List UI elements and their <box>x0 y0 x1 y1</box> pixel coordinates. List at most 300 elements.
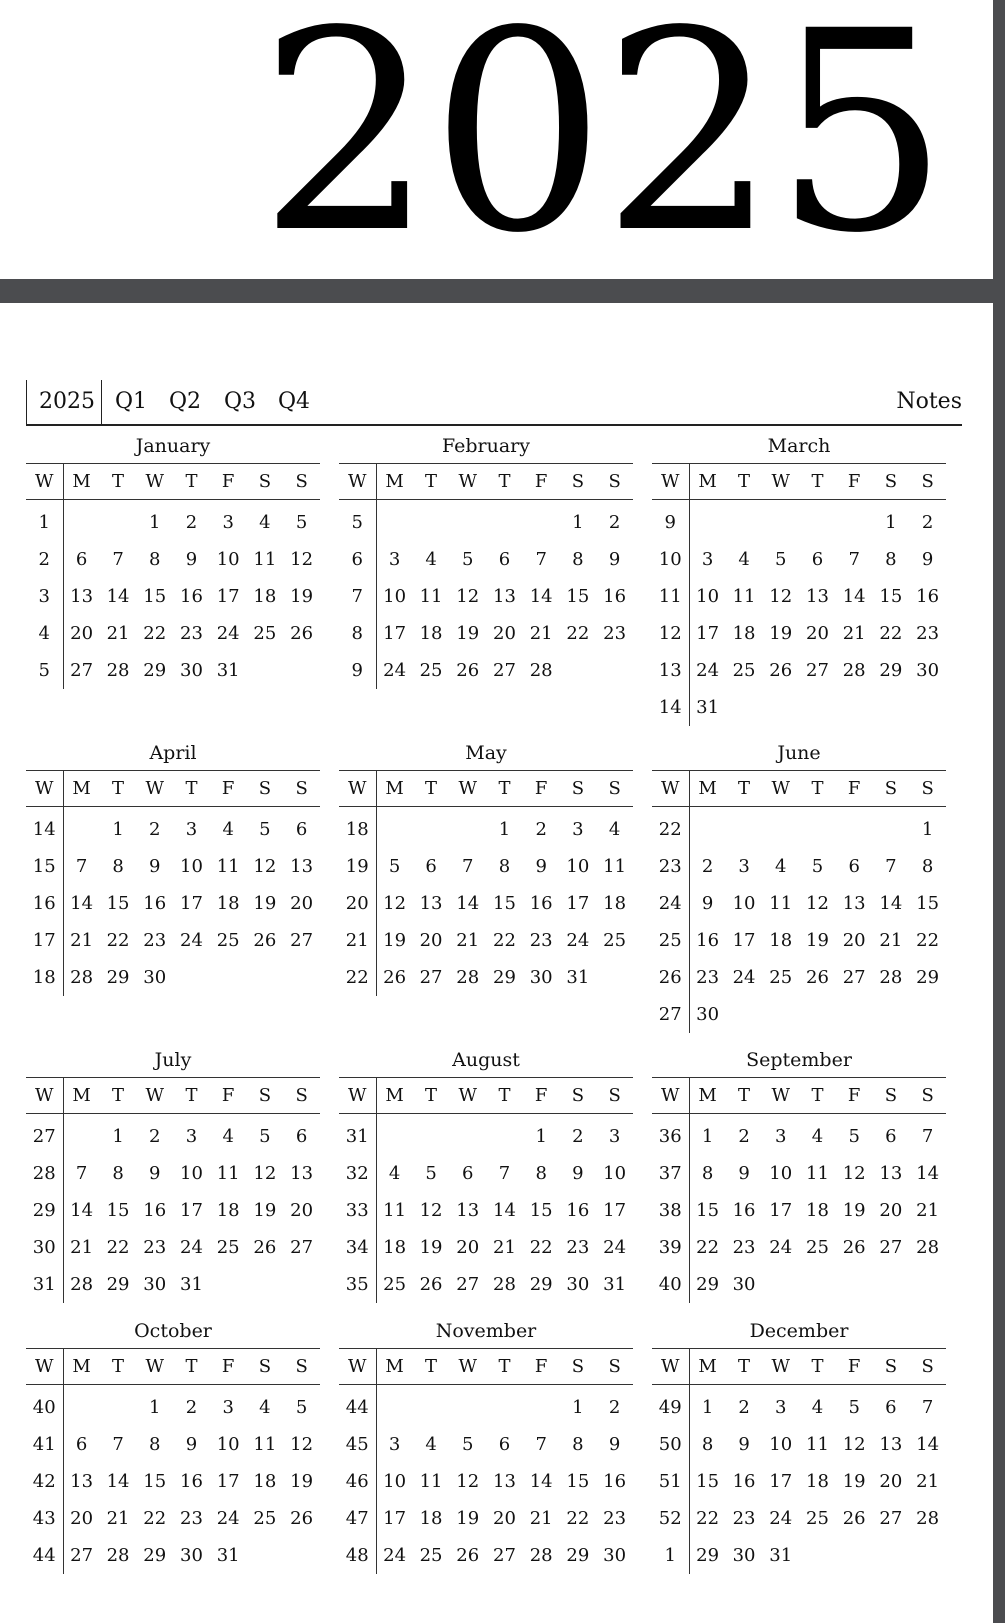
day-cell[interactable]: 15 <box>879 586 903 607</box>
week-number[interactable]: 16 <box>26 885 63 922</box>
week-number[interactable]: 49 <box>652 1385 689 1427</box>
day-cell[interactable]: 1 <box>572 512 584 533</box>
day-cell[interactable]: 28 <box>70 967 94 988</box>
day-cell[interactable]: 30 <box>566 1274 590 1295</box>
week-number[interactable]: 7 <box>339 578 376 615</box>
day-cell[interactable]: 6 <box>885 1126 897 1147</box>
day-cell[interactable]: 25 <box>253 1508 277 1529</box>
day-cell[interactable]: 19 <box>419 1237 443 1258</box>
day-cell[interactable]: 25 <box>806 1237 829 1258</box>
day-cell[interactable]: 28 <box>842 660 866 681</box>
day-cell[interactable]: 3 <box>222 1397 234 1418</box>
day-cell[interactable]: 26 <box>290 1508 314 1529</box>
day-cell[interactable]: 24 <box>216 1508 240 1529</box>
day-cell[interactable]: 12 <box>769 586 793 607</box>
month-title[interactable]: November <box>435 1320 537 1342</box>
day-cell[interactable]: 17 <box>383 1508 407 1529</box>
day-cell[interactable]: 27 <box>879 1508 903 1529</box>
day-cell[interactable]: 3 <box>775 1126 787 1147</box>
day-cell[interactable]: 14 <box>70 1200 94 1221</box>
day-cell[interactable]: 16 <box>696 930 720 951</box>
week-number[interactable]: 18 <box>26 959 63 996</box>
month-title[interactable]: January <box>135 435 211 457</box>
week-number[interactable]: 29 <box>26 1192 63 1229</box>
day-cell[interactable]: 20 <box>70 623 94 644</box>
day-cell[interactable]: 8 <box>112 856 124 877</box>
day-cell[interactable]: 12 <box>842 1434 866 1455</box>
day-cell[interactable]: 6 <box>498 549 511 570</box>
day-cell[interactable]: 4 <box>222 819 234 840</box>
day-cell[interactable]: 24 <box>383 660 407 681</box>
day-cell[interactable]: 14 <box>106 1471 130 1492</box>
day-cell[interactable]: 5 <box>295 512 308 533</box>
day-cell[interactable]: 22 <box>879 623 903 644</box>
day-cell[interactable]: 4 <box>811 1397 824 1418</box>
day-cell[interactable]: 1 <box>701 1397 714 1418</box>
day-cell[interactable]: 2 <box>185 1397 198 1418</box>
week-number[interactable]: 52 <box>652 1500 689 1537</box>
day-cell[interactable]: 8 <box>572 549 584 570</box>
day-cell[interactable]: 29 <box>696 1274 720 1295</box>
day-cell[interactable]: 14 <box>879 893 903 914</box>
day-cell[interactable]: 23 <box>603 623 627 644</box>
day-cell[interactable]: 26 <box>419 1274 443 1295</box>
day-cell[interactable]: 18 <box>253 586 277 607</box>
nav-q4-link[interactable]: Q4 <box>278 389 311 414</box>
day-cell[interactable]: 15 <box>696 1200 720 1221</box>
day-cell[interactable]: 22 <box>916 930 940 951</box>
day-cell[interactable]: 11 <box>806 1434 829 1455</box>
day-cell[interactable]: 9 <box>572 1163 584 1184</box>
week-number[interactable]: 44 <box>339 1385 376 1427</box>
day-cell[interactable]: 25 <box>216 1237 240 1258</box>
day-cell[interactable]: 27 <box>70 1545 94 1566</box>
day-cell[interactable]: 12 <box>842 1163 866 1184</box>
day-cell[interactable]: 7 <box>535 1434 547 1455</box>
day-cell[interactable]: 7 <box>112 549 124 570</box>
day-cell[interactable]: 21 <box>842 623 866 644</box>
day-cell[interactable]: 16 <box>603 1471 627 1492</box>
day-cell[interactable]: 12 <box>419 1200 443 1221</box>
day-cell[interactable]: 2 <box>572 1126 584 1147</box>
day-cell[interactable]: 23 <box>143 930 167 951</box>
month-title[interactable]: August <box>452 1049 520 1071</box>
week-number[interactable]: 40 <box>652 1266 689 1303</box>
day-cell[interactable]: 11 <box>806 1163 829 1184</box>
day-cell[interactable]: 12 <box>456 1471 480 1492</box>
day-cell[interactable]: 29 <box>916 967 940 988</box>
day-cell[interactable]: 6 <box>75 1434 88 1455</box>
day-cell[interactable]: 27 <box>290 1237 314 1258</box>
day-cell[interactable]: 30 <box>143 967 167 988</box>
day-cell[interactable]: 10 <box>180 856 203 877</box>
week-number[interactable]: 30 <box>26 1229 63 1266</box>
day-cell[interactable]: 28 <box>493 1274 516 1295</box>
day-cell[interactable]: 26 <box>456 660 480 681</box>
month-title[interactable]: April <box>149 742 197 764</box>
day-cell[interactable]: 8 <box>535 1163 547 1184</box>
day-cell[interactable]: 17 <box>216 1471 240 1492</box>
week-number[interactable]: 50 <box>652 1426 689 1463</box>
day-cell[interactable]: 29 <box>143 660 167 681</box>
day-cell[interactable]: 10 <box>383 586 407 607</box>
day-cell[interactable]: 21 <box>106 623 130 644</box>
day-cell[interactable]: 19 <box>253 1200 277 1221</box>
day-cell[interactable]: 8 <box>149 1434 161 1455</box>
day-cell[interactable]: 16 <box>916 586 940 607</box>
day-cell[interactable]: 10 <box>566 856 590 877</box>
day-cell[interactable]: 16 <box>566 1200 590 1221</box>
day-cell[interactable]: 10 <box>696 586 720 607</box>
day-cell[interactable]: 25 <box>216 930 240 951</box>
day-cell[interactable]: 17 <box>180 1200 203 1221</box>
day-cell[interactable]: 26 <box>769 660 793 681</box>
week-number[interactable]: 27 <box>26 1114 63 1156</box>
day-cell[interactable]: 23 <box>696 967 720 988</box>
day-cell[interactable]: 23 <box>916 623 940 644</box>
day-cell[interactable]: 7 <box>75 856 88 877</box>
day-cell[interactable]: 1 <box>112 1126 124 1147</box>
day-cell[interactable]: 15 <box>106 893 130 914</box>
day-cell[interactable]: 20 <box>290 1200 314 1221</box>
day-cell[interactable]: 3 <box>738 856 750 877</box>
day-cell[interactable]: 13 <box>493 1471 516 1492</box>
week-number[interactable]: 31 <box>339 1114 376 1156</box>
day-cell[interactable]: 20 <box>456 1237 480 1258</box>
day-cell[interactable]: 8 <box>885 549 897 570</box>
day-cell[interactable]: 2 <box>921 512 934 533</box>
day-cell[interactable]: 21 <box>529 1508 553 1529</box>
day-cell[interactable]: 28 <box>916 1237 940 1258</box>
day-cell[interactable]: 1 <box>885 512 897 533</box>
day-cell[interactable]: 9 <box>921 549 934 570</box>
day-cell[interactable]: 18 <box>419 1508 443 1529</box>
day-cell[interactable]: 28 <box>879 967 903 988</box>
day-cell[interactable]: 7 <box>462 856 474 877</box>
day-cell[interactable]: 31 <box>216 660 240 681</box>
month-title[interactable]: March <box>767 435 831 457</box>
day-cell[interactable]: 24 <box>769 1508 793 1529</box>
day-cell[interactable]: 14 <box>842 586 866 607</box>
day-cell[interactable]: 10 <box>769 1163 793 1184</box>
day-cell[interactable]: 29 <box>143 1545 167 1566</box>
day-cell[interactable]: 12 <box>456 586 480 607</box>
day-cell[interactable]: 4 <box>425 549 437 570</box>
day-cell[interactable]: 22 <box>696 1237 720 1258</box>
day-cell[interactable]: 2 <box>149 819 161 840</box>
day-cell[interactable]: 23 <box>732 1237 756 1258</box>
day-cell[interactable]: 11 <box>253 1434 277 1455</box>
day-cell[interactable]: 15 <box>566 586 590 607</box>
day-cell[interactable]: 2 <box>608 1397 621 1418</box>
week-number[interactable]: 33 <box>339 1192 376 1229</box>
day-cell[interactable]: 22 <box>566 1508 590 1529</box>
day-cell[interactable]: 1 <box>701 1126 714 1147</box>
day-cell[interactable]: 7 <box>921 1126 934 1147</box>
day-cell[interactable]: 28 <box>106 1545 130 1566</box>
day-cell[interactable]: 31 <box>696 697 720 718</box>
day-cell[interactable]: 8 <box>701 1163 714 1184</box>
day-cell[interactable]: 21 <box>879 930 903 951</box>
day-cell[interactable]: 31 <box>769 1545 793 1566</box>
day-cell[interactable]: 28 <box>70 1274 94 1295</box>
day-cell[interactable]: 11 <box>383 1200 407 1221</box>
day-cell[interactable]: 16 <box>732 1471 756 1492</box>
day-cell[interactable]: 19 <box>842 1471 866 1492</box>
day-cell[interactable]: 17 <box>769 1200 793 1221</box>
week-number[interactable]: 13 <box>652 652 689 689</box>
day-cell[interactable]: 29 <box>566 1545 590 1566</box>
day-cell[interactable]: 3 <box>388 1434 401 1455</box>
day-cell[interactable]: 3 <box>572 819 584 840</box>
day-cell[interactable]: 27 <box>290 930 314 951</box>
day-cell[interactable]: 8 <box>149 549 161 570</box>
day-cell[interactable]: 21 <box>916 1471 940 1492</box>
day-cell[interactable]: 6 <box>498 1434 511 1455</box>
day-cell[interactable]: 8 <box>498 856 511 877</box>
week-number[interactable]: 27 <box>652 996 689 1033</box>
day-cell[interactable]: 19 <box>842 1200 866 1221</box>
day-cell[interactable]: 24 <box>383 1545 407 1566</box>
day-cell[interactable]: 1 <box>921 819 934 840</box>
day-cell[interactable]: 5 <box>811 856 824 877</box>
day-cell[interactable]: 4 <box>222 1126 234 1147</box>
day-cell[interactable]: 20 <box>493 1508 516 1529</box>
day-cell[interactable]: 24 <box>732 967 756 988</box>
day-cell[interactable]: 25 <box>419 1545 443 1566</box>
nav-notes-link[interactable]: Notes <box>896 389 962 414</box>
day-cell[interactable]: 5 <box>848 1397 860 1418</box>
day-cell[interactable]: 15 <box>529 1200 553 1221</box>
week-number[interactable]: 32 <box>339 1155 376 1192</box>
day-cell[interactable]: 15 <box>106 1200 130 1221</box>
day-cell[interactable]: 13 <box>70 1471 94 1492</box>
day-cell[interactable]: 4 <box>259 512 271 533</box>
day-cell[interactable]: 9 <box>738 1434 750 1455</box>
week-number[interactable]: 11 <box>652 578 689 615</box>
day-cell[interactable]: 19 <box>769 623 793 644</box>
day-cell[interactable]: 23 <box>566 1237 590 1258</box>
week-number[interactable]: 35 <box>339 1266 376 1303</box>
day-cell[interactable]: 29 <box>696 1545 720 1566</box>
week-number[interactable]: 37 <box>652 1155 689 1192</box>
day-cell[interactable]: 11 <box>732 586 756 607</box>
day-cell[interactable]: 4 <box>608 819 621 840</box>
nav-year-link[interactable]: 2025 <box>39 389 95 414</box>
week-number[interactable]: 14 <box>26 807 63 849</box>
day-cell[interactable]: 22 <box>143 623 167 644</box>
day-cell[interactable]: 21 <box>106 1508 130 1529</box>
week-number[interactable]: 6 <box>339 541 376 578</box>
day-cell[interactable]: 18 <box>806 1200 829 1221</box>
day-cell[interactable]: 13 <box>879 1434 903 1455</box>
day-cell[interactable]: 14 <box>456 893 480 914</box>
nav-q1-link[interactable]: Q1 <box>115 389 148 414</box>
day-cell[interactable]: 4 <box>425 1434 437 1455</box>
day-cell[interactable]: 21 <box>916 1200 940 1221</box>
day-cell[interactable]: 20 <box>419 930 443 951</box>
day-cell[interactable]: 21 <box>529 623 553 644</box>
day-cell[interactable]: 20 <box>842 930 866 951</box>
day-cell[interactable]: 28 <box>529 1545 553 1566</box>
day-cell[interactable]: 10 <box>180 1163 203 1184</box>
day-cell[interactable]: 13 <box>456 1200 480 1221</box>
week-number[interactable]: 21 <box>339 922 376 959</box>
day-cell[interactable]: 26 <box>456 1545 480 1566</box>
week-number[interactable]: 51 <box>652 1463 689 1500</box>
week-number[interactable]: 17 <box>26 922 63 959</box>
day-cell[interactable]: 15 <box>493 893 516 914</box>
day-cell[interactable]: 7 <box>848 549 860 570</box>
day-cell[interactable]: 13 <box>879 1163 903 1184</box>
week-number[interactable]: 23 <box>652 848 689 885</box>
day-cell[interactable]: 11 <box>769 893 793 914</box>
day-cell[interactable]: 7 <box>112 1434 124 1455</box>
day-cell[interactable]: 19 <box>456 1508 480 1529</box>
day-cell[interactable]: 6 <box>295 819 308 840</box>
day-cell[interactable]: 18 <box>419 623 443 644</box>
day-cell[interactable]: 5 <box>388 856 401 877</box>
day-cell[interactable]: 22 <box>566 623 590 644</box>
day-cell[interactable]: 1 <box>572 1397 584 1418</box>
day-cell[interactable]: 22 <box>143 1508 167 1529</box>
day-cell[interactable]: 29 <box>879 660 903 681</box>
nav-q2-link[interactable]: Q2 <box>169 389 202 414</box>
day-cell[interactable]: 18 <box>216 1200 240 1221</box>
day-cell[interactable]: 4 <box>811 1126 824 1147</box>
day-cell[interactable]: 25 <box>769 967 793 988</box>
day-cell[interactable]: 5 <box>775 549 787 570</box>
day-cell[interactable]: 16 <box>732 1200 756 1221</box>
week-number[interactable]: 34 <box>339 1229 376 1266</box>
week-number[interactable]: 10 <box>652 541 689 578</box>
day-cell[interactable]: 19 <box>253 893 277 914</box>
day-cell[interactable]: 22 <box>106 1237 130 1258</box>
day-cell[interactable]: 4 <box>259 1397 271 1418</box>
day-cell[interactable]: 22 <box>106 930 130 951</box>
day-cell[interactable]: 1 <box>149 1397 161 1418</box>
day-cell[interactable]: 16 <box>180 586 203 607</box>
day-cell[interactable]: 3 <box>185 819 198 840</box>
day-cell[interactable]: 4 <box>775 856 787 877</box>
day-cell[interactable]: 5 <box>462 549 474 570</box>
day-cell[interactable]: 10 <box>216 1434 240 1455</box>
day-cell[interactable]: 5 <box>295 1397 308 1418</box>
day-cell[interactable]: 9 <box>185 549 198 570</box>
day-cell[interactable]: 14 <box>106 586 130 607</box>
week-number[interactable]: 2 <box>26 541 63 578</box>
day-cell[interactable]: 13 <box>419 893 443 914</box>
day-cell[interactable]: 16 <box>180 1471 203 1492</box>
day-cell[interactable]: 7 <box>885 856 897 877</box>
day-cell[interactable]: 19 <box>383 930 407 951</box>
day-cell[interactable]: 16 <box>143 893 167 914</box>
day-cell[interactable]: 4 <box>388 1163 401 1184</box>
day-cell[interactable]: 3 <box>608 1126 621 1147</box>
day-cell[interactable]: 11 <box>419 586 443 607</box>
month-title[interactable]: July <box>154 1049 192 1071</box>
day-cell[interactable]: 1 <box>535 1126 547 1147</box>
day-cell[interactable]: 8 <box>112 1163 124 1184</box>
day-cell[interactable]: 20 <box>806 623 829 644</box>
week-number[interactable]: 5 <box>26 652 63 689</box>
day-cell[interactable]: 26 <box>253 1237 277 1258</box>
day-cell[interactable]: 7 <box>75 1163 88 1184</box>
day-cell[interactable]: 7 <box>535 549 547 570</box>
day-cell[interactable]: 5 <box>462 1434 474 1455</box>
day-cell[interactable]: 1 <box>112 819 124 840</box>
week-number[interactable]: 1 <box>26 500 63 542</box>
day-cell[interactable]: 23 <box>143 1237 167 1258</box>
week-number[interactable]: 20 <box>339 885 376 922</box>
week-number[interactable]: 26 <box>652 959 689 996</box>
month-title[interactable]: December <box>749 1320 849 1342</box>
week-number[interactable]: 31 <box>26 1266 63 1303</box>
day-cell[interactable]: 16 <box>529 893 553 914</box>
day-cell[interactable]: 10 <box>603 1163 627 1184</box>
month-title[interactable]: September <box>746 1049 852 1071</box>
day-cell[interactable]: 30 <box>732 1545 756 1566</box>
week-number[interactable]: 41 <box>26 1426 63 1463</box>
week-number[interactable]: 9 <box>339 652 376 689</box>
day-cell[interactable]: 3 <box>185 1126 198 1147</box>
day-cell[interactable]: 5 <box>259 1126 271 1147</box>
day-cell[interactable]: 2 <box>185 512 198 533</box>
day-cell[interactable]: 8 <box>572 1434 584 1455</box>
day-cell[interactable]: 24 <box>603 1237 627 1258</box>
day-cell[interactable]: 12 <box>253 1163 277 1184</box>
day-cell[interactable]: 15 <box>143 586 167 607</box>
day-cell[interactable]: 9 <box>608 1434 621 1455</box>
week-number[interactable]: 47 <box>339 1500 376 1537</box>
day-cell[interactable]: 20 <box>493 623 516 644</box>
week-number[interactable]: 25 <box>652 922 689 959</box>
day-cell[interactable]: 13 <box>806 586 829 607</box>
week-number[interactable]: 22 <box>339 959 376 996</box>
day-cell[interactable]: 14 <box>493 1200 516 1221</box>
week-number[interactable]: 5 <box>339 500 376 542</box>
day-cell[interactable]: 27 <box>70 660 94 681</box>
day-cell[interactable]: 25 <box>603 930 627 951</box>
month-title[interactable]: June <box>777 742 821 764</box>
day-cell[interactable]: 10 <box>383 1471 407 1492</box>
day-cell[interactable]: 26 <box>806 967 829 988</box>
day-cell[interactable]: 13 <box>290 1163 314 1184</box>
day-cell[interactable]: 18 <box>732 623 756 644</box>
day-cell[interactable]: 25 <box>253 623 277 644</box>
week-number[interactable]: 18 <box>339 807 376 849</box>
day-cell[interactable]: 23 <box>603 1508 627 1529</box>
day-cell[interactable]: 17 <box>732 930 756 951</box>
day-cell[interactable]: 30 <box>529 967 553 988</box>
day-cell[interactable]: 30 <box>180 1545 203 1566</box>
day-cell[interactable]: 4 <box>738 549 750 570</box>
day-cell[interactable]: 15 <box>916 893 940 914</box>
month-title[interactable]: February <box>441 435 530 457</box>
day-cell[interactable]: 17 <box>603 1200 627 1221</box>
day-cell[interactable]: 14 <box>529 1471 553 1492</box>
day-cell[interactable]: 2 <box>535 819 547 840</box>
day-cell[interactable]: 11 <box>419 1471 443 1492</box>
day-cell[interactable]: 31 <box>216 1545 240 1566</box>
day-cell[interactable]: 17 <box>696 623 720 644</box>
day-cell[interactable]: 20 <box>70 1508 94 1529</box>
week-number[interactable]: 28 <box>26 1155 63 1192</box>
day-cell[interactable]: 23 <box>180 1508 203 1529</box>
day-cell[interactable]: 9 <box>535 856 547 877</box>
day-cell[interactable]: 12 <box>383 893 407 914</box>
day-cell[interactable]: 29 <box>106 967 130 988</box>
